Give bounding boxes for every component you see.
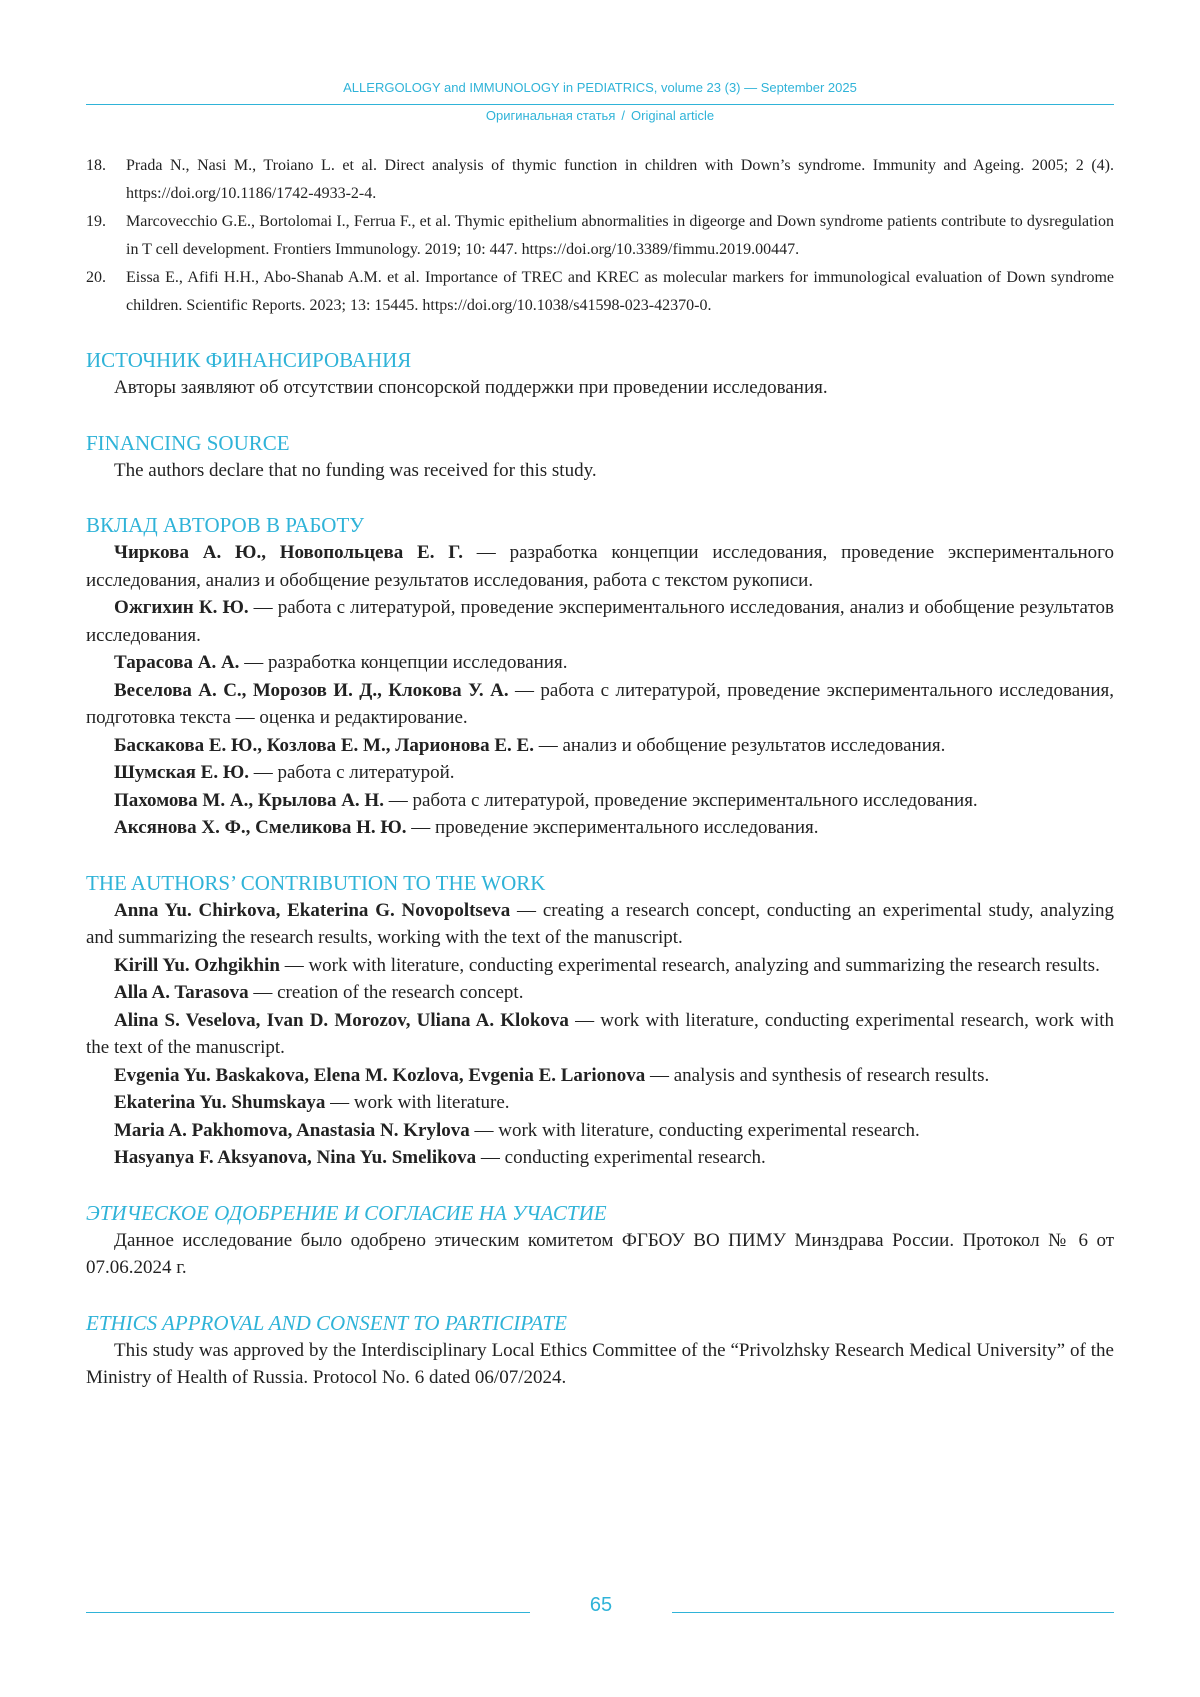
- contrib-names: Веселова А. С., Морозов И. Д., Клокова У. А.: [114, 679, 509, 701]
- contrib-names: Evgenia Yu. Baskakova, Elena M. Kozlova, Evgenia E. Larionova: [114, 1064, 646, 1086]
- contrib-role: — work with literature, conducting experimental research, analyzing and summarizing the research results.: [279, 954, 1100, 976]
- contrib-role: — analysis and synthesis of research results.: [645, 1064, 990, 1086]
- contrib-en-item: [86, 979, 1114, 1007]
- reference-number: 20.: [86, 269, 106, 286]
- funding-ru-text: Авторы заявляют об отсутствии спонсорской поддержки при проведении исследования.: [114, 377, 828, 398]
- funding-en-section: [86, 429, 1114, 485]
- contrib-role: — creation of the research concept.: [248, 982, 524, 1003]
- page-number: 65: [589, 1594, 613, 1616]
- contrib-en-item: [86, 1062, 1114, 1090]
- article-type-ru: Оригинальная статья: [485, 108, 616, 123]
- contrib-ru-item: [86, 732, 1114, 760]
- reference-item: [86, 152, 1114, 208]
- reference-item: [86, 264, 1114, 320]
- reference-number: 19.: [86, 213, 106, 230]
- contrib-names: Ожгихин К. Ю.: [114, 597, 249, 618]
- contrib-role: — creating a research concept, conducting an experimental study, analyzing and summarizing the research results, working with the text of the manuscript.: [86, 899, 1114, 948]
- contrib-names: Баскакова Е. Ю., Козлова Е. М., Ларионова Е. Е.: [114, 734, 534, 756]
- reference-number: 18.: [86, 157, 106, 174]
- contrib-en-item: [86, 897, 1114, 952]
- contrib-ru-item: [86, 594, 1114, 649]
- ethics-ru-text: Данное исследование было одобрено этическим комитетом ФГБОУ ВО ПИМУ Минздрава России. Протокол № 6 от 07.06.2024 г.: [86, 1229, 1114, 1278]
- ethics-ru-heading: ЭТИЧЕСКОЕ ОДОБРЕНИЕ И СОГЛАСИЕ НА УЧАСТИЕ: [86, 1200, 607, 1225]
- ethics-ru-section: [86, 1199, 1114, 1282]
- contrib-en-item: [86, 1007, 1114, 1062]
- contrib-names: Аксянова Х. Ф., Смеликова Н. Ю.: [114, 817, 407, 838]
- reference-text: Marcovecchio G.E., Bortolomai I., Ferrua F., et al. Thymic epithelium abnormalities in digeorge and Down syndrome patients contribute to dysregulation in T cell development. Frontiers Immunology. 2019; 10: 447. https://doi.org/10.3389/fimmu.2019.00447.: [126, 213, 1114, 258]
- contrib-role: — работа с литературой, проведение экспериментального исследования.: [383, 789, 978, 811]
- contrib-ru-heading: ВКЛАД АВТОРОВ В РАБОТУ: [86, 513, 365, 537]
- reference-text: Eissa E., Afifi H.H., Abo-Shanab A.M. et al. Importance of TREC and KREC as molecular markers for immunological evaluation of Down syndrome children. Scientific Reports. 2023; 13: 15445. https://doi.org/10.1038/s41598-023-42370-0.: [126, 269, 1114, 314]
- contrib-role: — работа с литературой, проведение экспериментального исследования, подготовка текста — оценка и редактирование.: [86, 679, 1114, 728]
- ethics-en-text: This study was approved by the Interdisciplinary Local Ethics Committee of the “Privolzhsky Research Medical University” of the Ministry of Health of Russia. Protocol No. 6 dated 06/07/2024.: [86, 1339, 1114, 1388]
- contrib-en-item: [86, 1144, 1114, 1172]
- article-type: [86, 108, 1114, 123]
- reference-item: [86, 208, 1114, 264]
- contrib-names: Alina S. Veselova, Ivan D. Morozov, Uliana A. Klokova: [114, 1009, 569, 1031]
- contrib-en-item: [86, 1117, 1114, 1145]
- contrib-ru-item: [86, 787, 1114, 815]
- contrib-names: Anna Yu. Chirkova, Ekaterina G. Novopoltseva: [114, 899, 511, 921]
- header-rule: [86, 104, 1114, 105]
- contrib-en-item: [86, 1089, 1114, 1117]
- contrib-ru-item: [86, 649, 1114, 677]
- article-body: [86, 346, 1114, 1419]
- journal-header: ALLERGOLOGY and IMMUNOLOGY in PEDIATRICS, volume 23 (3) — September 2025: [343, 80, 857, 95]
- contrib-names: Hasyanya F. Aksyanova, Nina Yu. Smelikova: [114, 1147, 477, 1168]
- article-type-separator: /: [621, 108, 625, 123]
- ethics-en-heading: ETHICS APPROVAL AND CONSENT TO PARTICIPATE: [86, 1310, 567, 1335]
- funding-ru-section: [86, 346, 1114, 402]
- contrib-names: Kirill Yu. Ozhgikhin: [114, 954, 280, 976]
- reference-list: [86, 152, 1114, 320]
- contrib-names: Шумская Е. Ю.: [114, 762, 249, 783]
- contrib-en-heading: THE AUTHORS’ CONTRIBUTION TO THE WORK: [86, 870, 546, 895]
- contrib-role: — conducting experimental research.: [476, 1147, 766, 1168]
- contrib-names: Ekaterina Yu. Shumskaya: [114, 1092, 326, 1113]
- contrib-names: Чиркова А. Ю., Новопольцева Е. Г.: [114, 542, 463, 563]
- funding-en-heading: FINANCING SOURCE: [86, 430, 290, 455]
- contrib-role: — разработка концепции исследования, проведение экспериментального исследования, анализ и обобщение результатов исследования, работа с текстом рукописи.: [86, 542, 1114, 591]
- contrib-role: — разработка концепции исследования.: [239, 652, 568, 673]
- contrib-en-item: [86, 952, 1114, 980]
- contrib-role: — работа с литературой, проведение экспериментального исследования, анализ и обобщение результатов исследования.: [86, 597, 1114, 646]
- contrib-role: — work with literature, conducting experimental research.: [469, 1119, 920, 1141]
- funding-ru-heading: ИСТОЧНИК ФИНАНСИРОВАНИЯ: [86, 348, 412, 372]
- contrib-ru-item: [86, 814, 1114, 842]
- footer-rule-left: [86, 1612, 530, 1613]
- contrib-role: — work with literature.: [325, 1092, 510, 1113]
- contrib-names: Тарасова А. А.: [114, 652, 240, 673]
- footer-rule-right: [672, 1612, 1114, 1613]
- contrib-ru-item: [86, 677, 1114, 732]
- contrib-ru-item: [86, 759, 1114, 787]
- contrib-ru-section: [86, 511, 1114, 842]
- contrib-role: — анализ и обобщение результатов исследования.: [533, 734, 946, 756]
- article-type-en: Original article: [631, 108, 715, 123]
- contrib-names: Alla A. Tarasova: [114, 982, 249, 1003]
- contrib-names: Maria A. Pakhomova, Anastasia N. Krylova: [114, 1119, 470, 1141]
- ethics-en-section: [86, 1309, 1114, 1392]
- contrib-names: Пахомова М. А., Крылова А. Н.: [114, 789, 384, 811]
- funding-en-text: The authors declare that no funding was received for this study.: [114, 459, 597, 481]
- contrib-en-section: [86, 869, 1114, 1172]
- contrib-role: — работа с литературой.: [249, 762, 455, 783]
- reference-text: Prada N., Nasi M., Troiano L. et al. Direct analysis of thymic function in children with Down’s syndrome. Immunity and Ageing. 2005; 2 (4). https://doi.org/10.1186/1742-4933-2-4.: [126, 157, 1114, 202]
- contrib-ru-item: [86, 539, 1114, 594]
- contrib-role: — проведение экспериментального исследования.: [406, 817, 819, 838]
- contrib-role: — work with literature, conducting experimental research, work with the text of the manuscript.: [86, 1009, 1114, 1058]
